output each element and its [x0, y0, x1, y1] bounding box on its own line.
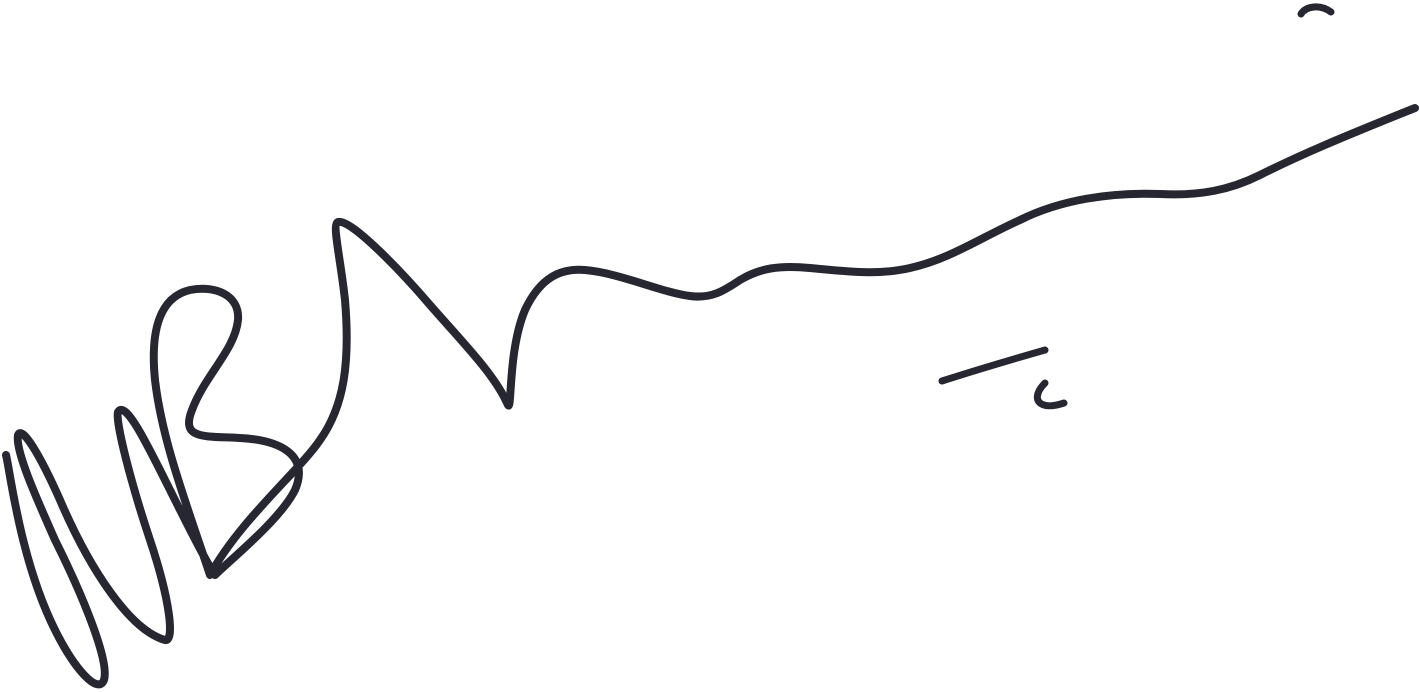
- signature-c-stroke: [1037, 383, 1064, 406]
- signature-main-stroke: [6, 108, 1415, 684]
- signature-dash-stroke: [942, 350, 1045, 381]
- signature-top-tick-stroke: [1301, 7, 1331, 14]
